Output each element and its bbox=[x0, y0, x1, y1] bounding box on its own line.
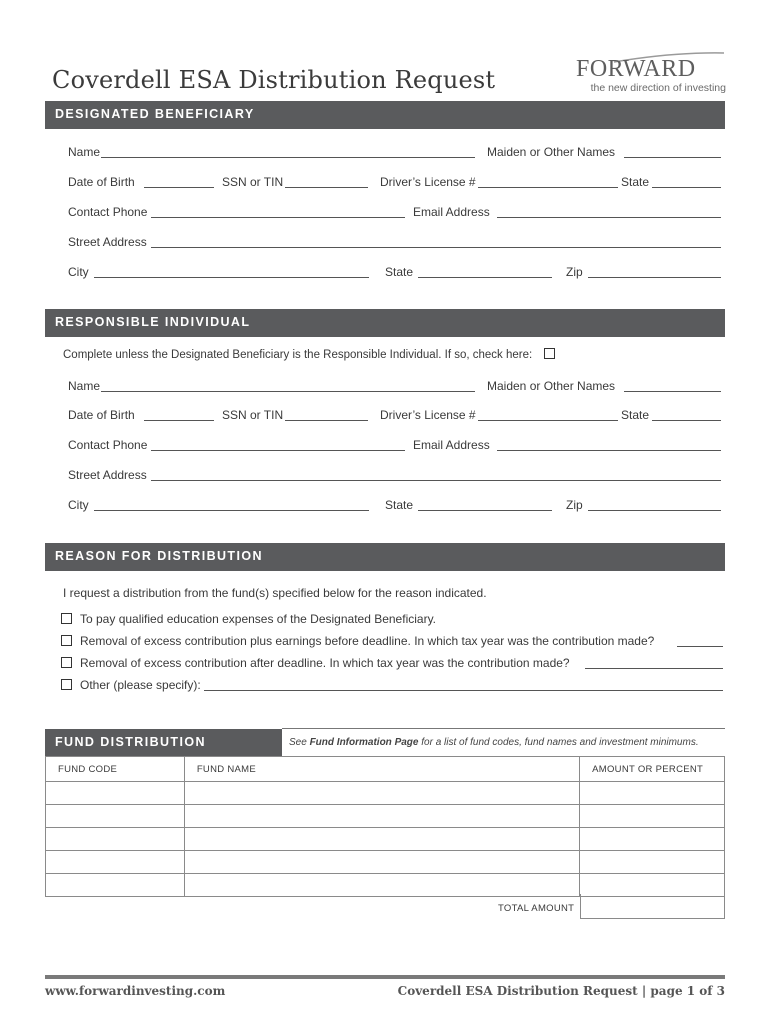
name-label: Name bbox=[68, 379, 101, 393]
responsible-state-field[interactable] bbox=[418, 510, 552, 511]
section-header-reason: REASON FOR DISTRIBUTION bbox=[45, 543, 725, 571]
city-label: City bbox=[68, 498, 89, 512]
fund-code-cell[interactable] bbox=[46, 782, 185, 805]
beneficiary-phone-field[interactable] bbox=[151, 217, 405, 218]
reason-excess-before-label: Removal of excess contribution plus earnings before deadline. In which tax year was the contribution made? bbox=[80, 634, 655, 648]
fund-information-page-link: Fund Information Page bbox=[309, 737, 419, 748]
email-label: Email Address bbox=[413, 438, 490, 452]
ssn-label: SSN or TIN bbox=[222, 175, 284, 189]
reason-excess-after-label: Removal of excess contribution after deadline. In which tax year was the contribution made? bbox=[80, 656, 570, 670]
beneficiary-street-field[interactable] bbox=[151, 247, 721, 248]
fund-code-cell[interactable] bbox=[46, 828, 185, 851]
zip-label: Zip bbox=[566, 498, 583, 512]
name-label: Name bbox=[68, 145, 101, 159]
dob-label: Date of Birth bbox=[68, 175, 135, 189]
fund-name-cell[interactable] bbox=[184, 828, 579, 851]
responsible-license-field[interactable] bbox=[478, 420, 618, 421]
same-as-beneficiary-checkbox[interactable] bbox=[544, 348, 555, 359]
table-row bbox=[46, 851, 725, 874]
fund-name-cell[interactable] bbox=[184, 782, 579, 805]
page-title: Coverdell ESA Distribution Request bbox=[52, 66, 496, 94]
city-label: City bbox=[68, 265, 89, 279]
street-label: Street Address bbox=[68, 468, 147, 482]
responsible-note: Complete unless the Designated Beneficiary is the Responsible Individual. If so, check here: bbox=[63, 349, 533, 361]
fund-table bbox=[45, 756, 725, 897]
amount-cell[interactable] bbox=[580, 851, 725, 874]
table-row bbox=[46, 828, 725, 851]
beneficiary-license-field[interactable] bbox=[478, 187, 618, 188]
reason-excess-after-checkbox[interactable] bbox=[61, 657, 72, 668]
dob-label: Date of Birth bbox=[68, 408, 135, 422]
license-state-label: State bbox=[621, 408, 650, 422]
fund-header-rule bbox=[282, 728, 725, 729]
fund-name-cell[interactable] bbox=[184, 805, 579, 828]
beneficiary-name-field[interactable] bbox=[101, 157, 475, 158]
responsible-name-field[interactable] bbox=[101, 391, 475, 392]
ssn-label: SSN or TIN bbox=[222, 408, 284, 422]
excess-after-year-field[interactable] bbox=[585, 668, 723, 669]
responsible-city-field[interactable] bbox=[94, 510, 369, 511]
phone-label: Contact Phone bbox=[68, 438, 148, 452]
logo-word: FORWARD bbox=[576, 56, 696, 82]
responsible-zip-field[interactable] bbox=[588, 510, 721, 511]
logo-tagline: the new direction of investing bbox=[590, 82, 726, 94]
license-state-label: State bbox=[621, 175, 650, 189]
section-header-responsible: RESPONSIBLE INDIVIDUAL bbox=[45, 309, 725, 337]
excess-before-year-field[interactable] bbox=[677, 646, 723, 647]
beneficiary-zip-field[interactable] bbox=[588, 277, 721, 278]
footer-page-info: Coverdell ESA Distribution Request | page 1 of 3 bbox=[397, 984, 725, 998]
email-label: Email Address bbox=[413, 205, 490, 219]
beneficiary-maiden-field[interactable] bbox=[624, 157, 721, 158]
fund-note bbox=[289, 737, 699, 748]
state-label: State bbox=[385, 498, 414, 512]
fund-note-suffix: for a list of fund codes, fund names and investment minimums. bbox=[418, 737, 699, 748]
reason-other-checkbox[interactable] bbox=[61, 679, 72, 690]
fund-name-cell[interactable] bbox=[184, 851, 579, 874]
fund-code-header: FUND CODE bbox=[46, 757, 185, 782]
forward-logo bbox=[574, 52, 726, 96]
amount-header: AMOUNT OR PERCENT bbox=[580, 757, 725, 782]
reason-other-label: Other (please specify): bbox=[80, 678, 201, 692]
footer-website: www.forwardinvesting.com bbox=[45, 984, 226, 998]
footer-rule bbox=[45, 975, 725, 979]
fund-code-cell[interactable] bbox=[46, 805, 185, 828]
fund-name-header: FUND NAME bbox=[184, 757, 579, 782]
beneficiary-dob-field[interactable] bbox=[144, 187, 214, 188]
total-amount-field[interactable] bbox=[580, 894, 725, 919]
section-header-beneficiary: DESIGNATED BENEFICIARY bbox=[45, 101, 725, 129]
beneficiary-license-state-field[interactable] bbox=[652, 187, 721, 188]
reason-excess-before-checkbox[interactable] bbox=[61, 635, 72, 646]
table-row bbox=[46, 805, 725, 828]
responsible-dob-field[interactable] bbox=[144, 420, 214, 421]
fund-name-cell[interactable] bbox=[184, 874, 579, 897]
beneficiary-state-field[interactable] bbox=[418, 277, 552, 278]
zip-label: Zip bbox=[566, 265, 583, 279]
total-amount-label: TOTAL AMOUNT bbox=[498, 903, 575, 914]
amount-cell[interactable] bbox=[580, 782, 725, 805]
fund-table-header bbox=[46, 757, 725, 782]
beneficiary-ssn-field[interactable] bbox=[285, 187, 368, 188]
fund-code-cell[interactable] bbox=[46, 874, 185, 897]
responsible-maiden-field[interactable] bbox=[624, 391, 721, 392]
responsible-street-field[interactable] bbox=[151, 480, 721, 481]
license-label: Driver’s License # bbox=[380, 175, 476, 189]
table-row bbox=[46, 782, 725, 805]
responsible-license-state-field[interactable] bbox=[652, 420, 721, 421]
amount-cell[interactable] bbox=[580, 828, 725, 851]
fund-code-cell[interactable] bbox=[46, 851, 185, 874]
responsible-phone-field[interactable] bbox=[151, 450, 405, 451]
amount-cell[interactable] bbox=[580, 805, 725, 828]
responsible-ssn-field[interactable] bbox=[285, 420, 368, 421]
section-header-fund: FUND DISTRIBUTION bbox=[45, 729, 282, 756]
maiden-label: Maiden or Other Names bbox=[487, 145, 616, 159]
fund-note-prefix: See bbox=[289, 737, 310, 748]
beneficiary-email-field[interactable] bbox=[497, 217, 721, 218]
phone-label: Contact Phone bbox=[68, 205, 148, 219]
state-label: State bbox=[385, 265, 414, 279]
maiden-label: Maiden or Other Names bbox=[487, 379, 616, 393]
beneficiary-city-field[interactable] bbox=[94, 277, 369, 278]
license-label: Driver’s License # bbox=[380, 408, 476, 422]
responsible-email-field[interactable] bbox=[497, 450, 721, 451]
reason-intro: I request a distribution from the fund(s) specified below for the reason indicated. bbox=[63, 586, 487, 600]
reason-education-label: To pay qualified education expenses of the Designated Beneficiary. bbox=[80, 612, 437, 626]
street-label: Street Address bbox=[68, 235, 147, 249]
reason-other-field[interactable] bbox=[204, 690, 723, 691]
reason-education-checkbox[interactable] bbox=[61, 613, 72, 624]
